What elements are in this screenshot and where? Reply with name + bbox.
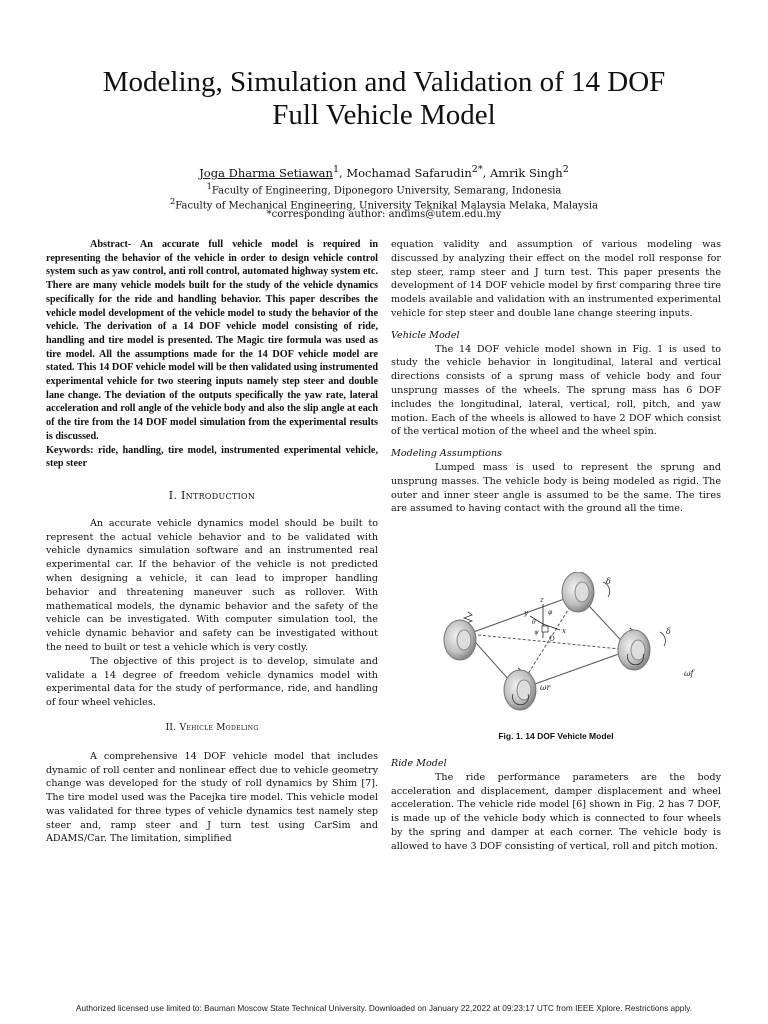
delta-front-left-label: δ (606, 577, 611, 586)
delta-front-right-label: δ (666, 627, 671, 636)
license-footer: Authorized licensed use limited to: Bauman Moscow State Technical University. Downloaded on January 22,2022 at 09:23:17 UTC from IEEE Xplore. Restrictions apply. (75, 1003, 693, 1013)
figure-caption: Fig. 1. 14 DOF Vehicle Model (498, 731, 614, 741)
right-paragraph-0: equation validity and assumption of various modeling was discussed by analyzing their effect on the model roll response for step steer, ramp steer and J turn test. This paper presents the development of 14 DOF vehicle model by first comparing three tire models available and validation with an instrumented experimental vehicle for step steer and double lane change steering inputs. (391, 239, 721, 319)
right-column-bottom (391, 757, 721, 854)
tire-rear-right (504, 670, 536, 710)
tire-front-right (618, 630, 650, 670)
axis-z-label: z (540, 596, 544, 604)
title-line-2: Full Vehicle Model (272, 99, 496, 131)
phi-label: φ (548, 609, 553, 616)
affiliation-1-text: Faculty of Engineering, Diponegoro University, Semarang, Indonesia (211, 185, 562, 197)
author-2-sup: 2* (471, 164, 483, 175)
subsection-modeling-assumptions: Modeling Assumptions (391, 448, 502, 460)
abstract: Abstract- An accurate full vehicle model is required in representing the behavior of the vehicle in order to design vehicle control system such as yaw control, anti roll control, automated highway system etc. There are many vehicle models built for the study of the vehicle dynamics specifically for the ride and handling behavior. This paper describes the vehicle model development of the vehicle model to study the behavior of the vehicle. The derivation of a 14 DOF vehicle model consisting of ride, handling and tire model is presented. The Magic tire formula was used as tire model. All the assumptions made for the 14 DOF vehicle model are stated. This 14 DOF vehicle model will be then validated using instrumented experimental vehicle for two steering inputs namely step steer and double lane change. The deviation of the outputs specifically the yaw rate, lateral acceleration and roll angle of the vehicle body and also the slip angle at each of the tire from the 14 DOF model simulation from the experimental results is discussed. (46, 239, 378, 442)
tire-rear-left (444, 620, 476, 660)
intro-paragraph-2: The objective of this project is to develop, simulate and validate a 14 degree of freedom vehicle dynamics model with experimental data for the study of performance, ride, and handling of four wheel vehicles. (46, 655, 378, 709)
theta-label: θ (532, 619, 536, 626)
axis-y-label: y (524, 609, 528, 617)
assumptions-paragraph: Lumped mass is used to represent the sprung and unsprung masses. The vehicle body is being modeled as rigid. The outer and inner steer angle is assumed to be the same. The tires are assumed to having contact with the ground all the time. (391, 461, 721, 515)
left-column (46, 238, 378, 846)
ride-model-paragraph: The ride performance parameters are the body acceleration and displacement, damper displacement and wheel acceleration. The vehicle ride model [6] shown in Fig. 2 has 7 DOF, is made up of the vehicle body which is connected to four wheels by the spring and damper at each corner. The vehicle body is allowed to have 3 DOF consisting of vertical, roll and pitch motion. (391, 771, 721, 852)
subsection-vehicle-model: Vehicle Model (391, 329, 460, 341)
axis-x-label: x (562, 627, 566, 635)
author-2: , Mochamad Safarudin (339, 165, 472, 180)
author-1: Joga Dharma Setiawan (199, 165, 333, 180)
right-column-top (391, 238, 721, 516)
author-1-sup: 1 (332, 164, 340, 175)
section-1-title: I. Introduction (168, 488, 256, 502)
author-3: , Amrik Singh (482, 165, 563, 180)
keywords: Keywords: ride, handling, tire model, instrumented experimental vehicle, step steer (46, 444, 378, 470)
origin-label: O (549, 635, 555, 643)
paper-title (0, 66, 768, 132)
title-line-1: Modeling, Simulation and Validation of 14 DOF (102, 66, 666, 98)
intro-paragraph-1: An accurate vehicle dynamics model should be built to represent the actual vehicle behavior and to be validated with vehicle dynamics simulation software and an instrumented real experimental car. If the behavior of the vehicle is not predicted when designing a vehicle, it can lead to improper handling behavior and threatening maneuver such as rollover. With mathematical models, the dynamic behavior and the safety of the vehicle can be investigated. With computer simulation tool, the vehicle dynamic behavior and safety can be investigated without the need to built or test a vehicle which is very costly. (46, 517, 378, 653)
affiliation-2-sup: 2 (169, 196, 176, 206)
vehicle-model-paragraph: The 14 DOF vehicle model shown in Fig. 1 is used to study the vehicle behavior in longitudinal, lateral and vertical directions consists of a sprung mass of vehicle body and four unsprung masses of the wheels. The sprung mass has 6 DOF includes the longitudinal, lateral, vertical, roll, pitch, and yaw motion. Each of the wheels is allowed to have 2 DOF which consist of the vertical motion of the wheel and the wheel spin. (391, 343, 721, 438)
affiliation-2-text: Faculty of Mechanical Engineering, University Teknikal Malaysia Melaka, Malaysia (175, 200, 599, 212)
subsection-ride-model: Ride Model (391, 758, 447, 769)
corresponding-author: *corresponding author: andims@utem.edu.my (266, 209, 502, 220)
psi-label: ψ (534, 629, 539, 636)
author-3-sup: 2 (562, 164, 569, 175)
modeling-paragraph-1: A comprehensive 14 DOF vehicle model that includes dynamic of roll center and nonlinear effect due to vehicle geometry change was developed for the study of roll dynamics by Shim [7]. The tire model used was the Pacejka tire model. This vehicle model was validated for three types of vehicle dynamics test namely step steer and, ramp steer and J turn test using CarSim and ADAMS/Car. The limitation, simplified (46, 750, 378, 845)
author-list (0, 162, 768, 181)
affiliation-1-sup: 1 (206, 181, 212, 191)
tire-front-left (562, 572, 594, 612)
vehicle-model-figure (438, 572, 728, 712)
omega-f-label: ωf (684, 669, 694, 678)
section-2-title: II. Vehicle Modeling (165, 722, 259, 733)
omega-r-label: ωr (540, 683, 551, 692)
